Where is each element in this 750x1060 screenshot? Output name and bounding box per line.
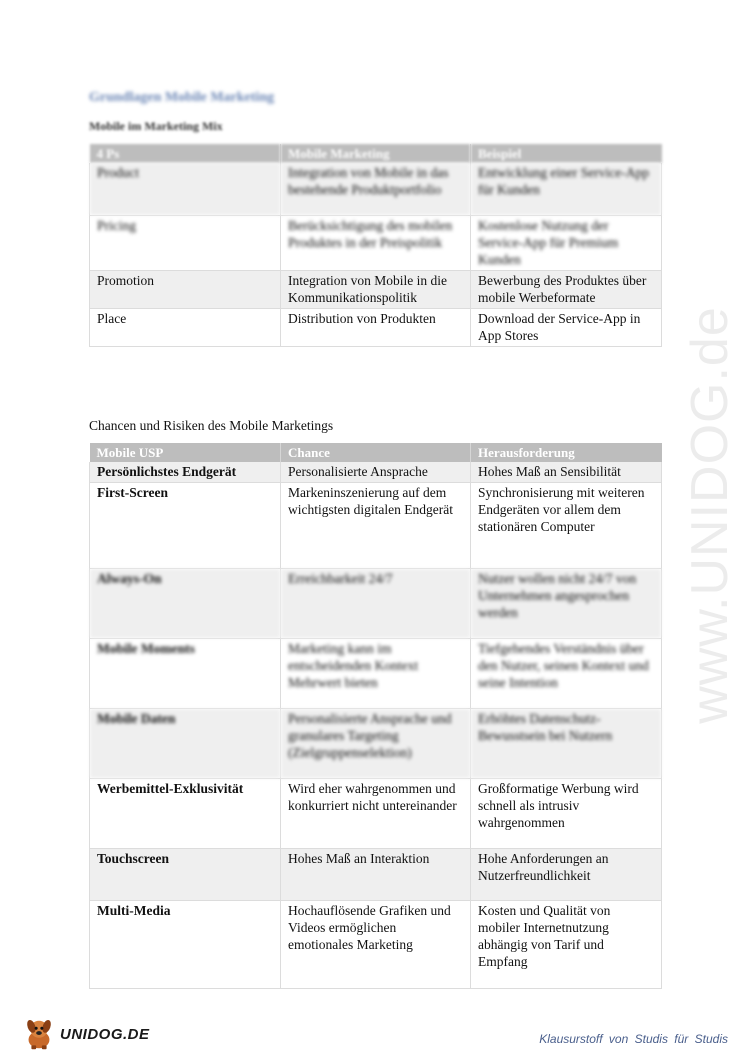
table-cell: Multi-Media [90, 901, 281, 989]
page-subheading: Mobile im Marketing Mix [89, 119, 223, 133]
table-header-row [90, 443, 662, 462]
table-cell: Integration von Mobile in die Kommunikationspolitik [281, 270, 471, 308]
table-cell: Erreichbarkeit 24/7 [281, 569, 471, 639]
table-row [90, 639, 662, 709]
table-header-row [90, 144, 662, 163]
table-row [90, 569, 662, 639]
table-row [90, 308, 662, 346]
table-cell: Marketing kann im entscheidenden Kontext Mehrwert bieten [281, 639, 471, 709]
table-cell: Personalisierte Ansprache [281, 462, 471, 483]
column-header: 4 Ps [90, 144, 281, 163]
column-header: Mobile USP [90, 443, 281, 462]
footer-tagline: Klausurstoff von Studis für Studis [539, 1032, 728, 1046]
table-cell: Hohe Anforderungen an Nutzerfreundlichkeit [471, 849, 662, 901]
table-row [90, 779, 662, 849]
table-row [90, 849, 662, 901]
column-header: Herausforderung [471, 443, 662, 462]
table-row [90, 462, 662, 483]
table-cell: Persönlichstes Endgerät [90, 462, 281, 483]
table-cell: Markeninszenierung auf dem wichtigsten digitalen Endgerät [281, 483, 471, 569]
table-cell: Place [90, 308, 281, 346]
table-cell: Always-On [90, 569, 281, 639]
table-cell: Hohes Maß an Interaktion [281, 849, 471, 901]
table-row [90, 215, 662, 270]
table-cell: Entwicklung einer Service-App für Kunden [471, 163, 662, 215]
table-cell: First-Screen [90, 483, 281, 569]
column-header: Beispiel [471, 144, 662, 163]
table-cell: Synchronisierung mit weiteren Endgeräten vor allem dem stationären Computer [471, 483, 662, 569]
table-cell: Promotion [90, 270, 281, 308]
table-row [90, 483, 662, 569]
table-cell: Pricing [90, 215, 281, 270]
table-cell: Erhöhtes Datenschutz-Bewusstsein bei Nutzern [471, 709, 662, 779]
table-cell: Hohes Maß an Sensibilität [471, 462, 662, 483]
table-cell: Kosten und Qualität von mobiler Internetnutzung abhängig von Tarif und Empfang [471, 901, 662, 989]
dog-mascot-icon [20, 1015, 58, 1053]
table-cell: Product [90, 163, 281, 215]
table-cell: Distribution von Produkten [281, 308, 471, 346]
footer-logo [20, 1014, 160, 1054]
table-cell: Mobile Daten [90, 709, 281, 779]
watermark-text: www.UNIDOG.de [681, 306, 739, 724]
chances-risks-table [89, 443, 662, 989]
logo-text: UNIDOG.DE [60, 1025, 150, 1043]
marketing-mix-table [89, 144, 662, 347]
page-heading: Grundlagen Mobile Marketing [89, 90, 275, 105]
watermark [670, 280, 750, 750]
table-row [90, 163, 662, 215]
table-row [90, 270, 662, 308]
table-cell: Download der Service-App in App Stores [471, 308, 662, 346]
table-row [90, 901, 662, 989]
table-cell: Hochauflösende Grafiken und Videos ermöglichen emotionales Marketing [281, 901, 471, 989]
table-cell: Berücksichtigung des mobilen Produktes in der Preispolitik [281, 215, 471, 270]
table-cell: Bewerbung des Produktes über mobile Werbeformate [471, 270, 662, 308]
table-cell: Kostenlose Nutzung der Service-App für Premium Kunden [471, 215, 662, 270]
table-cell: Mobile Moments [90, 639, 281, 709]
table-cell: Wird eher wahrgenommen und konkurriert nicht untereinander [281, 779, 471, 849]
table-cell: Nutzer wollen nicht 24/7 von Unternehmen angesprochen werden [471, 569, 662, 639]
table-cell: Touchscreen [90, 849, 281, 901]
column-header: Mobile Marketing [281, 144, 471, 163]
table-cell: Tiefgehendes Verständnis über den Nutzer, seinen Kontext und seine Intention [471, 639, 662, 709]
column-header: Chance [281, 443, 471, 462]
table-cell: Integration von Mobile in das bestehende Produktportfolio [281, 163, 471, 215]
section-title: Chancen und Risiken des Mobile Marketings [89, 418, 334, 433]
table-cell: Personalisierte Ansprache und granulares Targeting (Zielgruppenselektion) [281, 709, 471, 779]
table-row [90, 709, 662, 779]
table-cell: Werbemittel-Exklusivität [90, 779, 281, 849]
table-cell: Großformatige Werbung wird schnell als intrusiv wahrgenommen [471, 779, 662, 849]
